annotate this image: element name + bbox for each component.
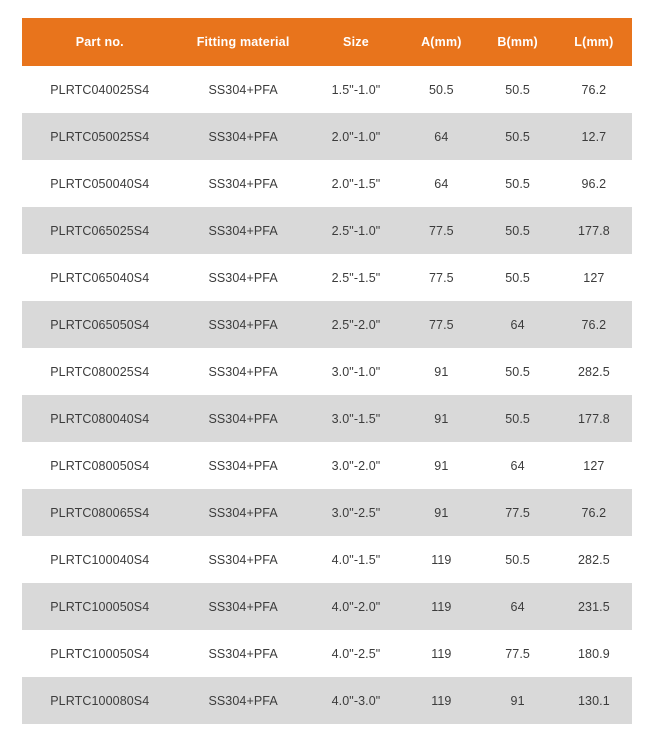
specification-table	[22, 18, 632, 724]
table-row	[22, 301, 632, 348]
cell-b-mm: 91	[479, 677, 555, 724]
column-header-b-mm: B(mm)	[479, 18, 555, 66]
cell-size: 2.5"-1.5"	[309, 254, 404, 301]
cell-a-mm: 64	[403, 113, 479, 160]
table-row	[22, 395, 632, 442]
cell-part-no: PLRTC040025S4	[22, 66, 178, 113]
cell-part-no: PLRTC100050S4	[22, 630, 178, 677]
cell-part-no: PLRTC080065S4	[22, 489, 178, 536]
table-row	[22, 489, 632, 536]
cell-size: 4.0"-3.0"	[309, 677, 404, 724]
cell-fitting-material: SS304+PFA	[178, 583, 309, 630]
cell-part-no: PLRTC065040S4	[22, 254, 178, 301]
cell-size: 2.0"-1.5"	[309, 160, 404, 207]
cell-part-no: PLRTC065025S4	[22, 207, 178, 254]
cell-fitting-material: SS304+PFA	[178, 348, 309, 395]
table-row	[22, 536, 632, 583]
cell-l-mm: 231.5	[556, 583, 632, 630]
cell-size: 3.0"-1.5"	[309, 395, 404, 442]
table-row	[22, 348, 632, 395]
cell-size: 4.0"-2.5"	[309, 630, 404, 677]
cell-a-mm: 119	[403, 583, 479, 630]
cell-size: 3.0"-2.0"	[309, 442, 404, 489]
table-row	[22, 677, 632, 724]
table-row	[22, 66, 632, 113]
cell-fitting-material: SS304+PFA	[178, 254, 309, 301]
cell-a-mm: 77.5	[403, 207, 479, 254]
cell-a-mm: 119	[403, 536, 479, 583]
cell-l-mm: 12.7	[556, 113, 632, 160]
table-row	[22, 113, 632, 160]
cell-l-mm: 282.5	[556, 536, 632, 583]
cell-part-no: PLRTC080025S4	[22, 348, 178, 395]
cell-part-no: PLRTC080050S4	[22, 442, 178, 489]
cell-b-mm: 50.5	[479, 207, 555, 254]
cell-part-no: PLRTC050040S4	[22, 160, 178, 207]
cell-b-mm: 50.5	[479, 536, 555, 583]
cell-fitting-material: SS304+PFA	[178, 395, 309, 442]
cell-a-mm: 50.5	[403, 66, 479, 113]
cell-b-mm: 77.5	[479, 630, 555, 677]
cell-l-mm: 76.2	[556, 301, 632, 348]
cell-b-mm: 50.5	[479, 348, 555, 395]
table-row	[22, 583, 632, 630]
cell-fitting-material: SS304+PFA	[178, 66, 309, 113]
cell-part-no: PLRTC100080S4	[22, 677, 178, 724]
column-header-a-mm: A(mm)	[403, 18, 479, 66]
cell-size: 3.0"-1.0"	[309, 348, 404, 395]
cell-size: 2.5"-1.0"	[309, 207, 404, 254]
cell-b-mm: 64	[479, 583, 555, 630]
cell-fitting-material: SS304+PFA	[178, 489, 309, 536]
cell-a-mm: 91	[403, 442, 479, 489]
cell-a-mm: 119	[403, 630, 479, 677]
cell-l-mm: 127	[556, 442, 632, 489]
cell-a-mm: 91	[403, 348, 479, 395]
cell-fitting-material: SS304+PFA	[178, 677, 309, 724]
cell-a-mm: 64	[403, 160, 479, 207]
cell-b-mm: 50.5	[479, 395, 555, 442]
table-row	[22, 630, 632, 677]
table-header	[22, 18, 632, 66]
cell-fitting-material: SS304+PFA	[178, 301, 309, 348]
cell-size: 4.0"-2.0"	[309, 583, 404, 630]
table-row	[22, 442, 632, 489]
cell-b-mm: 50.5	[479, 254, 555, 301]
table-row	[22, 254, 632, 301]
cell-part-no: PLRTC050025S4	[22, 113, 178, 160]
cell-fitting-material: SS304+PFA	[178, 442, 309, 489]
cell-l-mm: 177.8	[556, 207, 632, 254]
cell-b-mm: 64	[479, 442, 555, 489]
cell-l-mm: 130.1	[556, 677, 632, 724]
table-header-row	[22, 18, 632, 66]
cell-l-mm: 282.5	[556, 348, 632, 395]
column-header-part-no: Part no.	[22, 18, 178, 66]
cell-b-mm: 50.5	[479, 113, 555, 160]
table-row	[22, 160, 632, 207]
cell-l-mm: 180.9	[556, 630, 632, 677]
cell-b-mm: 50.5	[479, 66, 555, 113]
column-header-l-mm: L(mm)	[556, 18, 632, 66]
cell-a-mm: 77.5	[403, 254, 479, 301]
cell-b-mm: 77.5	[479, 489, 555, 536]
cell-part-no: PLRTC080040S4	[22, 395, 178, 442]
cell-fitting-material: SS304+PFA	[178, 113, 309, 160]
cell-a-mm: 119	[403, 677, 479, 724]
cell-size: 2.5"-2.0"	[309, 301, 404, 348]
cell-fitting-material: SS304+PFA	[178, 207, 309, 254]
cell-a-mm: 91	[403, 395, 479, 442]
cell-size: 3.0"-2.5"	[309, 489, 404, 536]
table-body	[22, 66, 632, 724]
cell-fitting-material: SS304+PFA	[178, 536, 309, 583]
cell-a-mm: 77.5	[403, 301, 479, 348]
cell-b-mm: 50.5	[479, 160, 555, 207]
cell-a-mm: 91	[403, 489, 479, 536]
column-header-fitting-material: Fitting material	[178, 18, 309, 66]
cell-fitting-material: SS304+PFA	[178, 630, 309, 677]
cell-l-mm: 127	[556, 254, 632, 301]
cell-l-mm: 76.2	[556, 66, 632, 113]
cell-l-mm: 76.2	[556, 489, 632, 536]
cell-part-no: PLRTC065050S4	[22, 301, 178, 348]
cell-size: 2.0"-1.0"	[309, 113, 404, 160]
cell-size: 1.5"-1.0"	[309, 66, 404, 113]
cell-part-no: PLRTC100040S4	[22, 536, 178, 583]
cell-size: 4.0"-1.5"	[309, 536, 404, 583]
cell-l-mm: 96.2	[556, 160, 632, 207]
column-header-size: Size	[309, 18, 404, 66]
cell-fitting-material: SS304+PFA	[178, 160, 309, 207]
cell-b-mm: 64	[479, 301, 555, 348]
table-row	[22, 207, 632, 254]
cell-part-no: PLRTC100050S4	[22, 583, 178, 630]
cell-l-mm: 177.8	[556, 395, 632, 442]
